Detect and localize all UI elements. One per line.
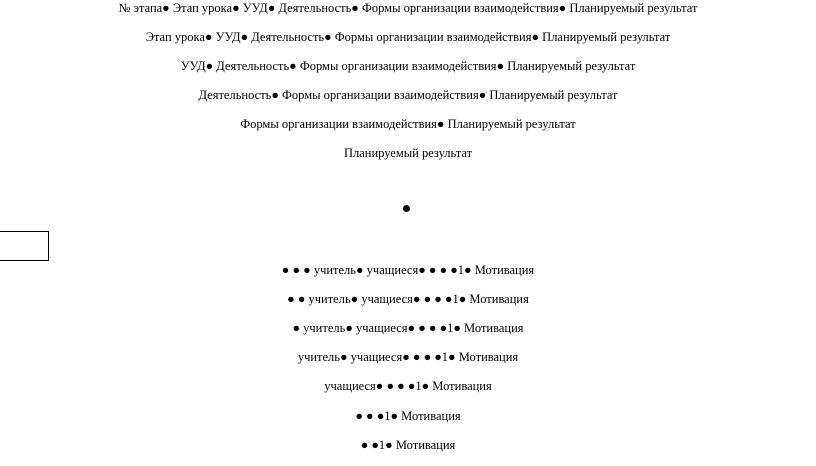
content-line-5: учащиеся● ● ● ●1● Мотивация <box>324 379 492 393</box>
header-line-6: Планируемый результат <box>343 146 473 160</box>
content-line-4: учитель● учащиеся● ● ● ●1● Мотивация <box>297 350 519 364</box>
header-line-4: Деятельность● Формы организации взаимодействия● Планируемый результат <box>198 88 618 102</box>
header-line-5: Формы организации взаимодействия● Планируемый результат <box>240 117 576 131</box>
empty-table-cell <box>0 231 49 261</box>
header-line-1: № этапа● Этап урока● УУД● Деятельность● Формы организации взаимодействия● Планируемый результат <box>118 1 698 15</box>
content-line-3: ● учитель● учащиеся● ● ● ●1● Мотивация <box>292 321 524 335</box>
center-bullet-icon <box>403 205 410 212</box>
content-line-2: ● ● учитель● учащиеся● ● ● ●1● Мотивация <box>287 292 529 306</box>
content-line-6: ● ● ●1● Мотивация <box>355 409 461 423</box>
content-line-1: ● ● ● учитель● учащиеся● ● ● ●1● Мотивация <box>281 263 535 277</box>
content-line-7: ● ●1● Мотивация <box>360 438 456 452</box>
header-line-2: Этап урока● УУД● Деятельность● Формы организации взаимодействия● Планируемый результат <box>145 30 671 44</box>
header-line-3: УУД● Деятельность● Формы организации взаимодействия● Планируемый результат <box>180 59 636 73</box>
